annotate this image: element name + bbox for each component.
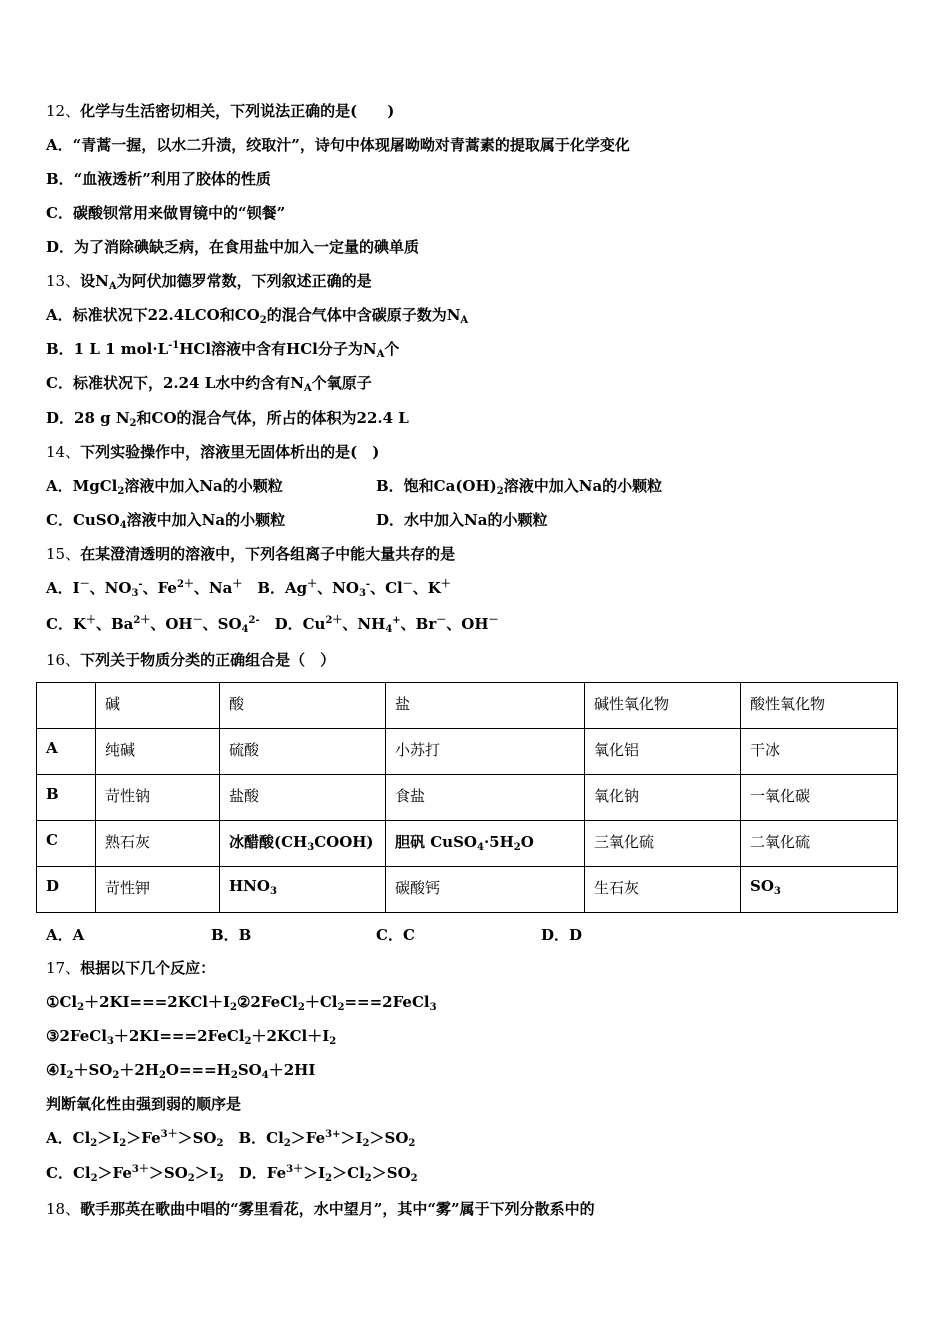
text-segment: B．1 L 1 mol·L: [46, 340, 169, 358]
text-segment: 小苏打: [395, 741, 441, 759]
table-cell: [96, 867, 220, 913]
superscript: －: [436, 615, 447, 626]
subscript: 2: [119, 1138, 127, 1149]
text-segment: 17、: [46, 959, 81, 977]
text-segment: B．Cl: [223, 1129, 284, 1147]
table-cell: [585, 867, 741, 913]
table-cell: [741, 729, 898, 775]
text-segment: ＋2H: [119, 1061, 159, 1079]
q12-stem: [46, 101, 394, 121]
q12-option-b: [46, 169, 271, 189]
superscript: ＋: [85, 615, 96, 626]
text-segment: 16、: [46, 651, 81, 669]
text-segment: 下列实验操作中，溶液里无固体析出的是( ): [80, 443, 380, 461]
superscript: -: [365, 579, 371, 590]
text-segment: 溶液中加入Na的小颗粒: [124, 477, 283, 495]
text-segment: ＞I: [97, 1129, 120, 1147]
text-segment: A．Cl: [46, 1129, 91, 1147]
text-segment: B: [46, 785, 59, 803]
text-segment: 纯碱: [105, 741, 136, 759]
subscript: 2: [329, 1036, 337, 1047]
subscript: A: [460, 315, 469, 326]
row-label-cell: [37, 729, 96, 775]
text-segment: 设N: [80, 272, 109, 290]
table-cell: [96, 775, 220, 821]
q17-options-cd: [46, 1163, 418, 1183]
text-segment: D．水中加入Na的小颗粒: [376, 511, 548, 529]
table-cell: [96, 729, 220, 775]
table-header-cell: [37, 683, 96, 729]
table-header-row: [37, 683, 898, 729]
table-cell: [741, 821, 898, 867]
subscript: 2: [90, 1173, 98, 1184]
text-segment: ·5H: [483, 833, 514, 851]
superscript: 2-: [248, 615, 260, 626]
table-header-cell: 酸性氧化物: [741, 683, 898, 729]
subscript: A: [303, 383, 312, 394]
table-cell: [386, 867, 585, 913]
subscript: 4: [385, 624, 393, 635]
q14-option-b: [376, 476, 662, 496]
text-segment: 苛性钾: [105, 879, 151, 897]
subscript: 2: [129, 418, 137, 429]
text-segment: 歌手那英在歌曲中唱的“雾里看花，水中望月”，其中“雾”属于下列分散系中的: [80, 1200, 595, 1218]
text-segment: COOH): [314, 833, 374, 851]
text-segment: 、Ba: [95, 615, 134, 633]
table-cell: [386, 729, 585, 775]
q13-option-c: [46, 373, 372, 393]
q17-prompt: [46, 1094, 241, 1114]
q14-stem: [46, 442, 379, 462]
text-segment: ④I: [46, 1061, 67, 1079]
table-cell: [741, 775, 898, 821]
q16-answer-d: D．D: [541, 926, 583, 944]
text-segment: C．Cl: [46, 1164, 91, 1182]
subscript: 3: [307, 842, 315, 853]
text-segment: 18、: [46, 1200, 81, 1218]
q16-stem: [46, 650, 335, 670]
text-segment: ＞I: [340, 1129, 363, 1147]
text-segment: 根据以下几个反应：: [80, 959, 216, 977]
q12-option-d: [46, 237, 419, 257]
text-segment: 、SO: [202, 615, 242, 633]
text-segment: 胆矾 CuSO: [395, 833, 477, 851]
text-segment: 和CO的混合气体，所占的体积为22.4 L: [136, 409, 409, 427]
text-segment: 碳酸钙: [395, 879, 441, 897]
q14-option-c: [46, 510, 285, 530]
q14-option-d: [376, 510, 547, 530]
text-segment: ＞SO: [371, 1164, 411, 1182]
text-segment: 12、: [46, 102, 81, 120]
text-segment: SO: [237, 1061, 262, 1079]
text-segment: ＋2HI: [268, 1061, 316, 1079]
text-segment: 的混合气体中含碳原子数为N: [266, 306, 461, 324]
subscript: 3: [773, 886, 781, 897]
text-segment: 个: [384, 340, 400, 358]
text-segment: C．碳酸钡常用来做胃镜中的“钡餐”: [46, 204, 286, 222]
text-segment: 、K: [412, 579, 441, 597]
subscript: 2: [496, 486, 504, 497]
text-segment: A．I: [46, 579, 80, 597]
text-segment: HNO: [229, 877, 270, 895]
text-segment: 生石灰: [594, 879, 640, 897]
text-segment: 一氧化碳: [750, 787, 811, 805]
subscript: 4: [261, 1070, 269, 1081]
text-segment: 判断氧化性由强到弱的顺序是: [46, 1095, 242, 1113]
text-segment: 硫酸: [229, 741, 260, 759]
q16-answer-a: A．A: [46, 926, 85, 944]
table-header-cell: 酸: [220, 683, 386, 729]
subscript: 2: [158, 1070, 166, 1081]
table-cell: [220, 867, 386, 913]
row-label-cell: [37, 821, 96, 867]
text-segment: D．28 g N: [46, 409, 130, 427]
superscript: －: [192, 615, 203, 626]
text-segment: 、OH: [150, 615, 193, 633]
q13-option-b: [46, 339, 399, 359]
text-segment: 个氧原子: [311, 374, 372, 392]
text-segment: ＋2KI===2FeCl: [113, 1027, 245, 1045]
subscript: 2: [229, 1002, 237, 1013]
subscript: A: [376, 349, 385, 360]
q13-option-d: [46, 408, 409, 428]
q15-options-ab: [46, 578, 451, 598]
text-segment: 、NO: [89, 579, 132, 597]
subscript: 3: [269, 886, 277, 897]
q15-options-cd: [46, 614, 499, 634]
text-segment: 、Na: [193, 579, 233, 597]
text-segment: A．“青蒿一握，以水二升渍，绞取汁”，诗句中体现屠呦呦对青蒿素的提取属于化学变化: [46, 136, 630, 154]
table-row: [37, 821, 898, 867]
text-segment: ＞Fe: [126, 1129, 161, 1147]
superscript: 3＋: [160, 1129, 178, 1140]
superscript: ＋: [307, 579, 318, 590]
superscript: 2＋: [325, 615, 343, 626]
text-segment: 、Br: [400, 615, 437, 633]
subscript: 3: [131, 588, 139, 599]
row-label-cell: [37, 867, 96, 913]
q17-reaction-3: [46, 1026, 336, 1046]
subscript: 2: [410, 1173, 418, 1184]
q15-stem: [46, 544, 455, 564]
text-segment: 盐酸: [229, 787, 260, 805]
text-segment: 在某澄清透明的溶液中，下列各组离子中能大量共存的是: [80, 545, 456, 563]
subscript: 2: [364, 1173, 372, 1184]
text-segment: C．标准状况下，2.24 L水中约含有N: [46, 374, 304, 392]
superscript: 3＋: [286, 1164, 304, 1175]
superscript: 3＋: [131, 1164, 149, 1175]
table-cell: [741, 867, 898, 913]
q13-stem: [46, 271, 372, 291]
table-row: [37, 775, 898, 821]
text-segment: A．标准状况下22.4LCO和CO: [46, 306, 260, 324]
subscript: 2: [283, 1138, 291, 1149]
text-segment: ＞SO: [369, 1129, 409, 1147]
text-segment: 13、: [46, 272, 81, 290]
subscript: 2: [117, 486, 125, 497]
superscript: +: [392, 615, 401, 626]
text-segment: 、NH: [342, 615, 386, 633]
subscript: 2: [216, 1173, 224, 1184]
text-segment: D．为了消除碘缺乏病，在食用盐中加入一定量的碘单质: [46, 238, 420, 256]
superscript: 3+: [325, 1129, 341, 1140]
superscript: ＋: [232, 579, 243, 590]
text-segment: ＞Cl: [332, 1164, 365, 1182]
table-header-cell: 碱: [96, 683, 220, 729]
table-cell: [585, 775, 741, 821]
q18-stem: [46, 1199, 595, 1219]
superscript: -: [138, 579, 143, 590]
superscript: －: [402, 579, 413, 590]
text-segment: 、NO: [317, 579, 359, 597]
text-segment: C．CuSO: [46, 511, 120, 529]
table-header-cell: 盐: [386, 683, 585, 729]
superscript: 2＋: [133, 615, 151, 626]
subscript: 2: [513, 842, 521, 853]
text-segment: O: [520, 833, 534, 851]
table-cell: [220, 729, 386, 775]
subscript: 4: [476, 842, 484, 853]
q17-options-ab: [46, 1128, 415, 1148]
text-segment: C．K: [46, 615, 86, 633]
text-segment: ===2FeCl: [344, 993, 430, 1011]
subscript: 2: [337, 1002, 345, 1013]
text-segment: 三氧化硫: [594, 833, 655, 851]
text-segment: ＞Fe: [97, 1164, 132, 1182]
subscript: 2: [362, 1138, 370, 1149]
text-segment: 下列关于物质分类的正确组合是（ ）: [80, 651, 336, 669]
text-segment: 二氧化硫: [750, 833, 811, 851]
text-segment: 氧化铝: [594, 741, 640, 759]
q16-answer-b: B．B: [211, 926, 252, 944]
table-cell: [386, 821, 585, 867]
text-segment: A．MgCl: [46, 477, 118, 495]
text-segment: B．饱和Ca(OH): [376, 477, 497, 495]
subscript: 2: [230, 1070, 238, 1081]
text-segment: 食盐: [395, 787, 426, 805]
classification-table: [36, 682, 898, 913]
subscript: A: [108, 281, 117, 292]
text-segment: ＞Fe: [290, 1129, 326, 1147]
table-row: [37, 729, 898, 775]
text-segment: 溶液中加入Na的小颗粒: [503, 477, 663, 495]
text-segment: ②2FeCl: [236, 993, 298, 1011]
table-cell: [220, 775, 386, 821]
text-segment: 、Cl: [370, 579, 403, 597]
superscript: ＋: [440, 579, 451, 590]
superscript: 2＋: [176, 579, 194, 590]
q17-stem: [46, 958, 215, 978]
subscript: 4: [119, 520, 127, 531]
q16-answer-c: C．C: [376, 926, 415, 944]
text-segment: ①Cl: [46, 993, 78, 1011]
table-row: [37, 867, 898, 913]
subscript: 2: [408, 1138, 416, 1149]
q17-reactions-1-2: [46, 992, 437, 1012]
text-segment: ＞SO: [177, 1129, 217, 1147]
subscript: 2: [216, 1138, 224, 1149]
q14-option-a: [46, 476, 283, 496]
table-cell: [386, 775, 585, 821]
subscript: 2: [77, 1002, 85, 1013]
text-segment: D．Fe: [223, 1164, 287, 1182]
text-segment: D．Cu: [259, 615, 326, 633]
text-segment: C: [46, 831, 58, 849]
text-segment: A: [46, 739, 58, 757]
text-segment: O===H: [165, 1061, 231, 1079]
text-segment: 14、: [46, 443, 81, 461]
subscript: 2: [90, 1138, 98, 1149]
text-segment: 溶液中加入Na的小颗粒: [126, 511, 286, 529]
text-segment: HCl溶液中含有HCl分子为N: [179, 340, 377, 358]
text-segment: 苛性钠: [105, 787, 151, 805]
text-segment: SO: [750, 877, 774, 895]
text-segment: ＞SO: [148, 1164, 188, 1182]
text-segment: ＋2KI===2KCl＋I: [84, 993, 230, 1011]
text-segment: B．Ag: [242, 579, 308, 597]
table-cell: [585, 729, 741, 775]
text-segment: 为阿伏加德罗常数，下列叙述正确的是: [116, 272, 372, 290]
q12-option-a: [46, 135, 630, 155]
text-segment: ＋SO: [73, 1061, 113, 1079]
subscript: 2: [297, 1002, 305, 1013]
text-segment: 冰醋酸(CH: [229, 833, 308, 851]
subscript: 3: [429, 1002, 437, 1013]
subscript: 2: [244, 1036, 252, 1047]
subscript: 3: [106, 1036, 114, 1047]
text-segment: 、OH: [446, 615, 489, 633]
text-segment: D: [46, 877, 60, 895]
text-segment: ③2FeCl: [46, 1027, 107, 1045]
subscript: 2: [259, 315, 267, 326]
subscript: 4: [241, 624, 249, 635]
text-segment: ＞I: [194, 1164, 217, 1182]
text-segment: 15、: [46, 545, 81, 563]
text-segment: ＞I: [303, 1164, 326, 1182]
table-cell: [96, 821, 220, 867]
text-segment: 氧化钠: [594, 787, 640, 805]
text-segment: 熟石灰: [105, 833, 151, 851]
superscript: －: [488, 615, 499, 626]
subscript: 3: [358, 588, 366, 599]
subscript: 2: [187, 1173, 195, 1184]
q17-reaction-4: [46, 1060, 315, 1080]
q12-option-c: [46, 203, 285, 223]
table-cell: [220, 821, 386, 867]
text-segment: 干冰: [750, 741, 781, 759]
superscript: －: [79, 579, 90, 590]
subscript: 2: [66, 1070, 74, 1081]
text-segment: 化学与生活密切相关，下列说法正确的是( ): [80, 102, 395, 120]
text-segment: 、Fe: [142, 579, 177, 597]
q13-option-a: [46, 305, 468, 325]
row-label-cell: [37, 775, 96, 821]
subscript: 2: [112, 1070, 120, 1081]
subscript: 2: [325, 1173, 333, 1184]
text-segment: ＋Cl: [304, 993, 338, 1011]
table-cell: [585, 821, 741, 867]
text-segment: ＋2KCl＋I: [251, 1027, 330, 1045]
table-header-cell: 碱性氧化物: [585, 683, 741, 729]
text-segment: B．“血液透析”利用了胶体的性质: [46, 170, 271, 188]
superscript: -1: [168, 340, 180, 351]
